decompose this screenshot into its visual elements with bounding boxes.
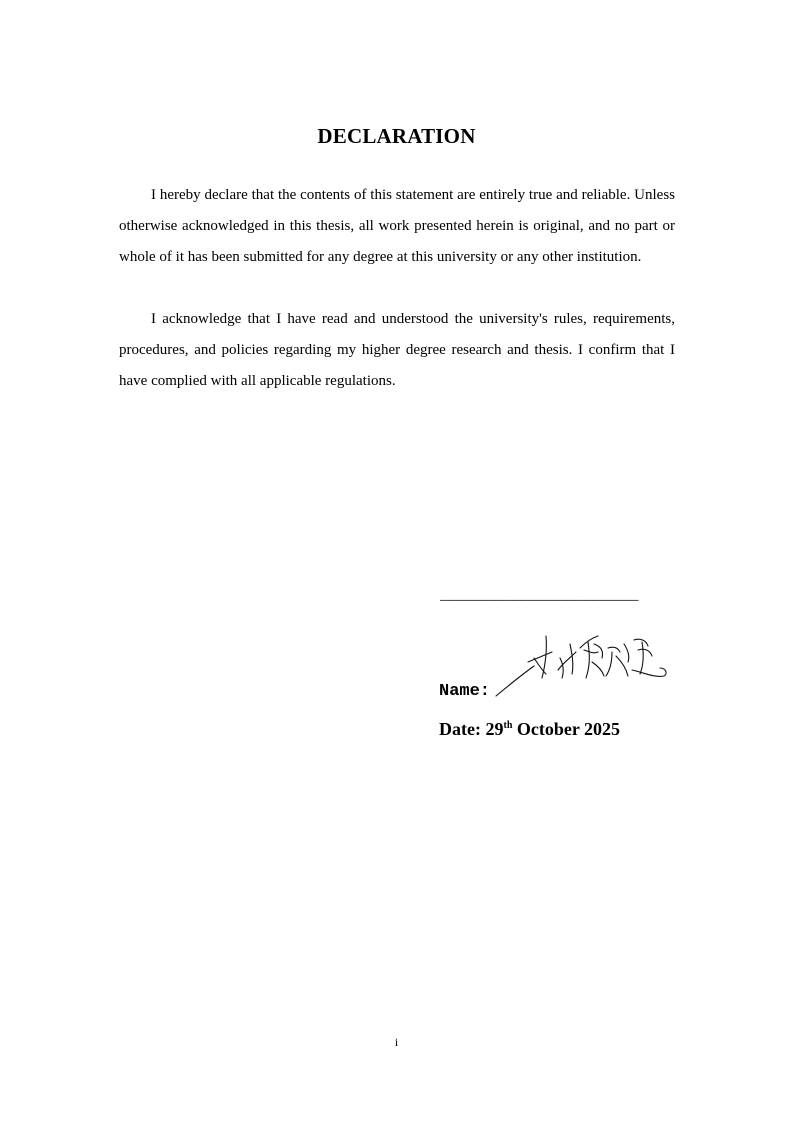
handwritten-signature (494, 622, 674, 702)
date-label: Date: (439, 719, 486, 739)
name-label: Name: (439, 682, 491, 701)
declaration-paragraph-1 (119, 180, 675, 273)
date-day-suffix: th (503, 720, 513, 731)
date-line (439, 719, 620, 740)
page-number: i (394, 1035, 399, 1049)
paragraph-text: I hereby declare that the contents of this statement are entirely true and reliable. Unless otherwise acknowledged in this thesis, all work presented herein is original, and no part or whole of it has been submitted for any degree at this university or any other institution. (119, 187, 675, 265)
signature-line: ______________________ (440, 586, 639, 604)
paragraph-text: I acknowledge that I have read and understood the university's rules, requirements, procedures, and policies regarding my higher degree research and thesis. I confirm that I have complied with all applicable regulations. (119, 311, 675, 389)
date-month-year: October 2025 (512, 719, 621, 739)
date-day: 29 (485, 719, 504, 739)
page-title: DECLARATION (317, 124, 476, 148)
declaration-paragraph-2 (119, 304, 675, 397)
